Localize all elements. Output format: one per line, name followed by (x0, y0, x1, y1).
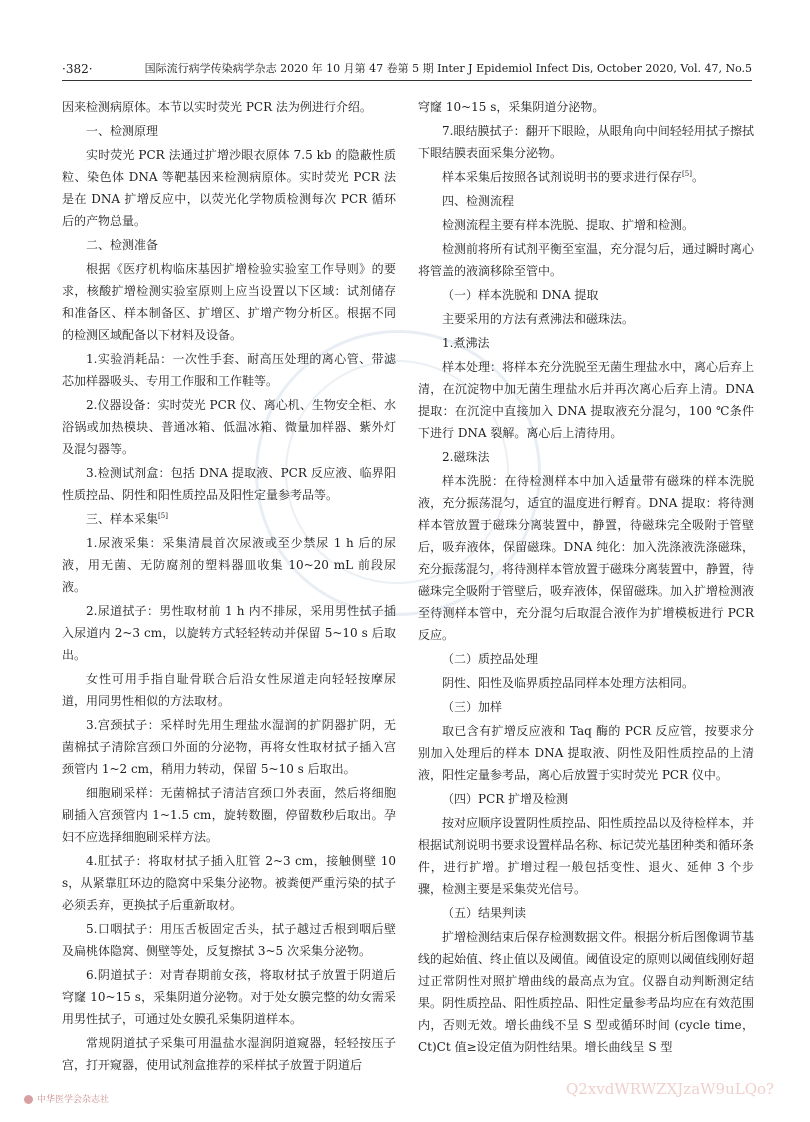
paragraph-text: 7.眼结膜拭子：翻开下眼睑，从眼角向中间轻轻用拭子擦拭下眼结膜表面采集分泌物。 (418, 124, 754, 160)
paragraph (418, 96, 754, 118)
paragraph-text: 按对应顺序设置阴性质控品、阳性质控品以及待检样本，并根据试剂说明书要求设置样品名称、标记荧光基团种类和循环条件，进行扩增。扩增过程一般包括变性、退火、延伸 3 个步骤，检测主要是采集荧光信号。 (418, 816, 755, 896)
journal-citation: 国际流行病学传染病学杂志 2020 年 10 月第 47 卷第 5 期 Inter J Epidemiol Infect Dis, October 2020, Vol. 47, No.5 (144, 62, 752, 75)
logo-icon (24, 1095, 33, 1104)
paragraph-text: 女性可用手指自耻骨联合后沿女性尿道走向轻轻按摩尿道，用同男性相似的方法取材。 (62, 672, 396, 708)
paragraph (62, 96, 396, 118)
paragraph (418, 902, 754, 924)
paragraph (418, 720, 754, 786)
right-column (418, 96, 754, 1060)
paragraph (418, 120, 754, 164)
paragraph (418, 308, 754, 330)
paragraph (418, 672, 754, 694)
paragraph (62, 600, 396, 666)
paragraph (62, 532, 396, 598)
paragraph-text: 样本采集后按照各试剂说明书的要求进行保存 (442, 170, 683, 184)
publisher-name: 中华医学会杂志社 (37, 1095, 110, 1105)
paragraph-text: 检测前将所有试剂平衡至室温，充分混匀后，通过瞬时离心将管盖的液滴移除至管中。 (418, 242, 755, 278)
paragraph-text: 取已含有扩增反应液和 Taq 酶的 PCR 反应管，按要求分别加入处理后的样本 DNA 提取液、阴性及阳性质控品的上清液，阳性定量参考品，离心后放置于实时荧光 PCR 仪中。 (418, 724, 754, 782)
paragraph (62, 144, 396, 232)
paragraph-text: 细胞刷采样：无菌棉拭子清洁宫颈口外表面，然后将细胞刷插入宫颈管内 1~1.5 cm，旋转数圈，停留数秒后取出。孕妇不应选择细胞刷采样方法。 (62, 786, 396, 844)
left-column (62, 96, 396, 1078)
paragraph (62, 1032, 396, 1076)
paragraph (62, 120, 396, 142)
paragraph-text: 实时荧光 PCR 法通过扩增沙眼衣原体 7.5 kb 的隐蔽性质粒、染色体 DNA 等靶基因来检测病原体。实时荧光 PCR 法是在 DNA 扩增反应中，以荧光化学物质检测每次 PCR 循环后的产物总量。 (62, 148, 396, 228)
paragraph-text: 主要采用的方法有煮沸法和磁珠法。 (442, 312, 635, 326)
paragraph-text: （二）质控品处理 (442, 652, 539, 666)
paragraph-text: 3.检测试剂盒：包括 DNA 提取液、PCR 反应液、临界阳性质控品、阴性和阳性质控品及阳性定量参考品等。 (62, 466, 396, 502)
paragraph (418, 214, 754, 236)
paragraph (418, 238, 754, 282)
paragraph (418, 446, 754, 468)
paragraph-text: 穹窿 10~15 s，采集阴道分泌物。 (418, 100, 605, 114)
publisher-logo (24, 1092, 109, 1105)
paragraph (418, 332, 754, 354)
paragraph (62, 964, 396, 1030)
paragraph-text: 3.宫颈拭子：采样时先用生理盐水湿润的扩阴器扩阴，无菌棉拭子清除宫颈口外面的分泌物，再将女性取材拭子插入宫颈管内 1~2 cm，稍用力转动，保留 5~10 s 后取出。 (62, 718, 396, 776)
citation-ref: [5] (682, 170, 692, 178)
paragraph (418, 356, 754, 444)
paragraph-text: 2.仪器设备：实时荧光 PCR 仪、离心机、生物安全柜、水浴锅或加热模块、普通冰箱、低温冰箱、微量加样器、紫外灯及混匀器等。 (62, 398, 396, 456)
paragraph-text: 常规阴道拭子采集可用温盐水湿润阴道窥器，轻轻按压子宫，打开窥器，使用试剂盒推荐的采样拭子放置于阴道后 (62, 1036, 396, 1072)
paragraph-text: 样本处理：将样本充分洗脱至无菌生理盐水中，离心后弃上清，在沉淀物中加无菌生理盐水后并再次离心后弃上清。DNA 提取：在沉淀中直接加入 DNA 提取液充分混匀，100 ℃条件下进行 DNA 裂解。离心后上清待用。 (418, 360, 755, 440)
paragraph (418, 166, 754, 188)
paragraph (62, 394, 396, 460)
paragraph-text: 1.煮沸法 (442, 336, 490, 350)
paragraph (418, 812, 754, 900)
citation-ref: [5] (158, 512, 168, 520)
paragraph (418, 284, 754, 306)
paragraph-text: 检测流程主要有样本洗脱、提取、扩增和检测。 (442, 218, 695, 232)
page-number: ·382· (62, 62, 93, 76)
paragraph-text: 三、样本采集 (86, 512, 159, 526)
paragraph-text: 阴性、阳性及临界质控品同样本处理方法相同。 (442, 676, 695, 690)
paragraph-text: （三）加样 (442, 700, 503, 714)
paragraph (62, 918, 396, 962)
paragraph-text: 4.肛拭子：将取材拭子插入肛管 2~3 cm，接触侧壁 10 s，从紧靠肛环边的隐窝中采集分泌物。被粪便严重污染的拭子必须丢弃，更换拭子后重新取材。 (62, 854, 396, 912)
paragraph-text: 四、检测流程 (442, 194, 515, 208)
paragraph (62, 462, 396, 506)
paragraph (62, 348, 396, 392)
paragraph (62, 234, 396, 256)
watermark-code: Q2xvdWRWZXJzaW9uLQo? (566, 1080, 775, 1098)
paragraph-tail: 。 (691, 170, 704, 184)
paragraph (418, 788, 754, 810)
paragraph-text: （一）样本洗脱和 DNA 提取 (442, 288, 599, 302)
paragraph-text: 1.尿液采集：采集清晨首次尿液或至少禁尿 1 h 后的尿液，用无菌、无防腐剂的塑料器皿收集 10~20 mL 前段尿液。 (62, 536, 396, 594)
paragraph-text: 5.口咽拭子：用压舌板固定舌头，拭子越过舌根到咽后壁及扁桃体隐窝、侧壁等处，反复擦拭 3~5 次采集分泌物。 (62, 922, 396, 958)
paragraph-text: 6.阴道拭子：对青春期前女孩，将取材拭子放置于阴道后穹窿 10~15 s，采集阴道分泌物。对于处女膜完整的幼女需采用男性拭子，可通过处女膜孔采集阴道样本。 (62, 968, 396, 1026)
paragraph (62, 508, 396, 530)
paragraph (418, 696, 754, 718)
paragraph (418, 470, 754, 646)
paragraph (418, 190, 754, 212)
paragraph (418, 648, 754, 670)
paragraph (62, 782, 396, 848)
paragraph-text: 根据《医疗机构临床基因扩增检验实验室工作导则》的要求，核酸扩增检测实验室原则上应当设置以下区域：试剂储存和准备区、样本制备区、扩增区、扩增产物分析区。根据不同的检测区域配备以下材料及设备。 (62, 262, 396, 342)
paragraph (418, 926, 754, 1058)
paragraph (62, 714, 396, 780)
paragraph-text: 一、检测原理 (86, 124, 159, 138)
paragraph-text: 二、检测准备 (86, 238, 159, 252)
paragraph-text: 因来检测病原体。本节以实时荧光 PCR 法为例进行介绍。 (62, 100, 372, 114)
paragraph (62, 668, 396, 712)
paragraph-text: 2.尿道拭子：男性取材前 1 h 内不排尿，采用男性拭子插入尿道内 2~3 cm，以旋转方式轻轻转动并保留 5~10 s 后取出。 (62, 604, 396, 662)
paragraph-text: 2.磁珠法 (442, 450, 490, 464)
paragraph-text: 1.实验消耗品：一次性手套、耐高压处理的离心管、带滤芯加样器吸头、专用工作服和工作鞋等。 (62, 352, 396, 388)
paragraph (62, 258, 396, 346)
paragraph-text: （五）结果判读 (442, 906, 527, 920)
paragraph (62, 850, 396, 916)
paragraph-text: （四）PCR 扩增及检测 (442, 792, 569, 806)
paragraph-text: 样本洗脱：在待检测样本中加入适量带有磁珠的样本洗脱液，充分振荡混匀，适宜的温度进行孵育。DNA 提取：将待测样本管放置于磁珠分离装置中，静置，待磁珠完全吸附于管壁后，吸弃液体，保留磁珠。DNA 纯化：加入洗涤液洗涤磁珠，充分振荡混匀，将待测样本管放置于磁珠分离装置中，静置，待磁珠完全吸附于管壁后，吸弃液体，保留磁珠。加入扩增检测液至待测样本管中，充分混匀后取混合液作为扩增模板进行 PCR 反应。 (418, 474, 755, 642)
paragraph-text: 扩增检测结束后保存检测数据文件。根据分析后图像调节基线的起始值、终止值以及阈值。阈值设定的原则以阈值线刚好超过正常阴性对照扩增曲线的最高点为宜。仪器自动判断测定结果。阴性质控品、阳性质控品、阳性定量参考品均应在有效范围内，否则无效。增长曲线不呈 S 型或循环时间 (cycle time，Ct)Ct 值≥设定值为阴性结果。增长曲线呈 S 型 (418, 930, 755, 1054)
running-header (62, 58, 752, 81)
